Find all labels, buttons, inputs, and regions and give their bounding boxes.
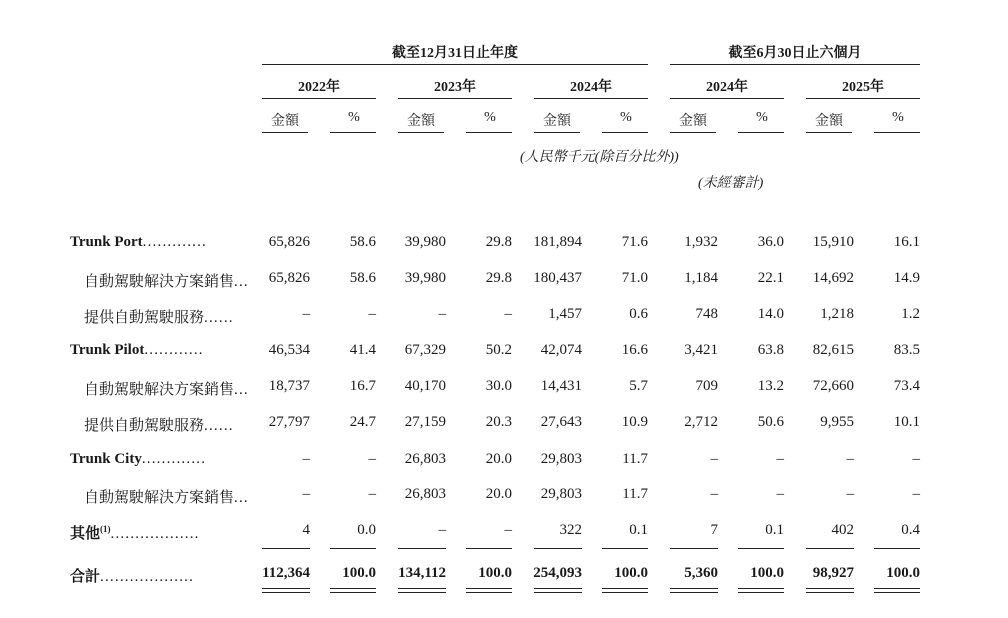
group-underline [262, 64, 648, 65]
subheader-underline [670, 132, 716, 133]
amount-cell: – [302, 451, 310, 467]
amount-subheader: 金額 [815, 114, 843, 129]
subtotal-rule [670, 548, 718, 549]
year-underline [806, 98, 920, 99]
total-double-rule [602, 588, 648, 593]
year-underline [262, 98, 376, 99]
amount-cell: 3,421 [684, 342, 718, 358]
amount-cell: 67,329 [404, 342, 446, 358]
row-label-text: Trunk City [70, 451, 142, 467]
amount-cell: – [710, 486, 718, 502]
amount-cell: 134,112 [398, 565, 446, 581]
percent-cell: 0.0 [357, 522, 376, 538]
amount-cell: 65,826 [268, 234, 310, 250]
amount-cell: 27,643 [540, 414, 582, 430]
year-underline [534, 98, 648, 99]
percent-cell: – [776, 486, 784, 502]
total-double-rule [534, 588, 582, 593]
total-double-rule [330, 588, 376, 593]
unaudited-note: (未經審計) [698, 176, 764, 191]
total-double-rule [398, 588, 446, 593]
year-header: 2023年 [434, 80, 476, 95]
amount-subheader: 金額 [543, 114, 571, 129]
subtotal-rule [738, 548, 784, 549]
percent-cell: 50.2 [485, 342, 512, 358]
percent-cell: 41.4 [349, 342, 376, 358]
amount-cell: 402 [831, 522, 854, 538]
row-label [70, 451, 206, 468]
percent-cell: 58.6 [349, 270, 376, 286]
amount-cell: 27,159 [404, 414, 446, 430]
year-header: 2024年 [570, 80, 612, 95]
amount-cell: 29,803 [540, 486, 582, 502]
subtotal-rule [466, 548, 512, 549]
row-label [84, 486, 249, 507]
percent-cell: 29.8 [485, 270, 512, 286]
percent-cell: 24.7 [349, 414, 376, 430]
percent-cell: 10.1 [893, 414, 920, 430]
leader-dots: ...... [204, 310, 234, 326]
amount-cell: 180,437 [533, 270, 582, 286]
row-label-text: 自動駕駛解決方案銷售 [84, 490, 235, 506]
percent-cell: 14.9 [893, 270, 920, 286]
leader-dots: ... [234, 274, 249, 290]
percent-cell: – [368, 306, 376, 322]
percent-cell: 20.3 [485, 414, 512, 430]
row-label-text: 提供自動駕駛服務 [84, 310, 205, 326]
percent-cell: 29.8 [485, 234, 512, 250]
percent-cell: 16.6 [621, 342, 648, 358]
amount-cell: 7 [710, 522, 718, 538]
amount-cell: 1,218 [820, 306, 854, 322]
amount-cell: 39,980 [404, 234, 446, 250]
year-underline [670, 98, 784, 99]
percent-cell: 11.7 [622, 451, 648, 467]
amount-cell: 748 [695, 306, 718, 322]
amount-cell: – [438, 306, 446, 322]
amount-cell: 112,364 [262, 565, 310, 581]
leader-dots: ... [234, 382, 249, 398]
leader-dots: ................... [100, 569, 195, 585]
year-underline [398, 98, 512, 99]
amount-cell: 40,170 [404, 378, 446, 394]
row-label [84, 306, 234, 327]
row-label-text: 其他 [70, 526, 101, 542]
amount-cell: – [302, 486, 310, 502]
group-title-six-months: 截至6月30日止六個月 [728, 46, 862, 61]
amount-cell: – [846, 451, 854, 467]
percent-cell: – [776, 451, 784, 467]
amount-subheader: 金額 [407, 114, 435, 129]
amount-cell: 254,093 [533, 565, 582, 581]
amount-cell: 709 [695, 378, 718, 394]
amount-cell: 26,803 [404, 451, 446, 467]
percent-cell: – [912, 486, 920, 502]
percent-cell: 5.7 [629, 378, 648, 394]
percent-cell: 11.7 [622, 486, 648, 502]
year-header: 2025年 [842, 80, 884, 95]
percent-cell: 73.4 [893, 378, 920, 394]
percent-subheader: % [756, 110, 768, 125]
subtotal-rule [262, 548, 310, 549]
percent-cell: 30.0 [485, 378, 512, 394]
subheader-underline [398, 132, 444, 133]
percent-cell: – [912, 451, 920, 467]
leader-dots: ...... [204, 418, 234, 434]
percent-cell: 1.2 [901, 306, 920, 322]
amount-cell: 18,737 [268, 378, 310, 394]
group-underline [670, 64, 920, 65]
subtotal-rule [602, 548, 648, 549]
amount-cell: 29,803 [540, 451, 582, 467]
amount-cell: 322 [559, 522, 582, 538]
amount-cell: 42,074 [540, 342, 582, 358]
row-label [84, 414, 234, 435]
percent-subheader: % [484, 110, 496, 125]
percent-cell: 22.1 [757, 270, 784, 286]
amount-cell: 1,932 [684, 234, 718, 250]
amount-cell: 39,980 [404, 270, 446, 286]
row-label [84, 378, 249, 399]
amount-cell: – [710, 451, 718, 467]
total-double-rule [738, 588, 784, 593]
amount-cell: 15,910 [812, 234, 854, 250]
amount-cell: 26,803 [404, 486, 446, 502]
amount-cell: 14,431 [540, 378, 582, 394]
year-header: 2022年 [298, 80, 340, 95]
percent-subheader: % [620, 110, 632, 125]
row-label-text: 自動駕駛解決方案銷售 [84, 382, 235, 398]
subheader-underline [602, 132, 648, 133]
row-label-text: 自動駕駛解決方案銷售 [84, 274, 235, 290]
row-label [70, 565, 194, 586]
amount-cell: – [846, 486, 854, 502]
row-label [84, 270, 249, 291]
row-label-text: Trunk Port [70, 234, 143, 250]
percent-cell: 36.0 [757, 234, 784, 250]
percent-cell: 0.1 [629, 522, 648, 538]
subheader-underline [262, 132, 308, 133]
subtotal-rule [806, 548, 854, 549]
percent-cell: – [504, 522, 512, 538]
group-title-fiscal-year: 截至12月31日止年度 [392, 46, 518, 61]
percent-cell: 16.1 [893, 234, 920, 250]
row-label-text: 合計 [70, 569, 101, 585]
percent-cell: 71.6 [621, 234, 648, 250]
amount-cell: 72,660 [812, 378, 854, 394]
subtotal-rule [398, 548, 446, 549]
subheader-underline [534, 132, 580, 133]
leader-dots: ............. [142, 234, 208, 250]
percent-cell: 83.5 [893, 342, 920, 358]
total-double-rule [262, 588, 310, 593]
percent-cell: 100.0 [750, 565, 784, 581]
row-label-text: Trunk Pilot [70, 342, 145, 358]
percent-subheader: % [348, 110, 360, 125]
percent-cell: 10.9 [621, 414, 648, 430]
percent-cell: 50.6 [757, 414, 784, 430]
year-header: 2024年 [706, 80, 748, 95]
amount-cell: 181,894 [533, 234, 582, 250]
amount-cell: 27,797 [268, 414, 310, 430]
percent-cell: 100.0 [478, 565, 512, 581]
leader-dots: ............ [144, 342, 204, 358]
percent-cell: 0.6 [629, 306, 648, 322]
total-double-rule [670, 588, 718, 593]
currency-note: (人民幣千元(除百分比外)) [520, 150, 679, 165]
percent-cell: 0.4 [901, 522, 920, 538]
percent-cell: 13.2 [757, 378, 784, 394]
amount-subheader: 金額 [271, 114, 299, 129]
percent-cell: 100.0 [886, 565, 920, 581]
total-double-rule [466, 588, 512, 593]
subheader-underline [806, 132, 852, 133]
subheader-underline [466, 132, 512, 133]
amount-cell: 2,712 [684, 414, 718, 430]
percent-cell: 100.0 [614, 565, 648, 581]
footnote-marker: (1) [100, 524, 111, 534]
amount-cell: 98,927 [812, 565, 854, 581]
subheader-underline [874, 132, 920, 133]
percent-cell: – [504, 306, 512, 322]
percent-subheader: % [892, 110, 904, 125]
amount-cell: 1,184 [684, 270, 718, 286]
percent-cell: 58.6 [349, 234, 376, 250]
row-label [70, 342, 204, 359]
row-label [70, 234, 207, 251]
amount-cell: 9,955 [820, 414, 854, 430]
percent-cell: 0.1 [765, 522, 784, 538]
percent-cell: 71.0 [621, 270, 648, 286]
amount-cell: 4 [302, 522, 310, 538]
percent-cell: – [368, 486, 376, 502]
total-double-rule [874, 588, 920, 593]
amount-cell: – [438, 522, 446, 538]
percent-cell: 16.7 [349, 378, 376, 394]
percent-cell: 20.0 [485, 451, 512, 467]
leader-dots: .................. [110, 526, 200, 542]
subtotal-rule [534, 548, 582, 549]
amount-cell: – [302, 306, 310, 322]
amount-cell: 14,692 [812, 270, 854, 286]
leader-dots: ............. [141, 451, 207, 467]
row-label [70, 522, 200, 543]
percent-cell: 63.8 [757, 342, 784, 358]
percent-cell: 14.0 [757, 306, 784, 322]
amount-cell: 65,826 [268, 270, 310, 286]
leader-dots: ... [234, 490, 249, 506]
amount-subheader: 金額 [679, 114, 707, 129]
subheader-underline [330, 132, 376, 133]
subheader-underline [738, 132, 784, 133]
subtotal-rule [874, 548, 920, 549]
row-label-text: 提供自動駕駛服務 [84, 418, 205, 434]
amount-cell: 1,457 [548, 306, 582, 322]
percent-cell: 20.0 [485, 486, 512, 502]
amount-cell: 5,360 [684, 565, 718, 581]
percent-cell: – [368, 451, 376, 467]
total-double-rule [806, 588, 854, 593]
amount-cell: 82,615 [812, 342, 854, 358]
amount-cell: 46,534 [268, 342, 310, 358]
percent-cell: 100.0 [342, 565, 376, 581]
subtotal-rule [330, 548, 376, 549]
